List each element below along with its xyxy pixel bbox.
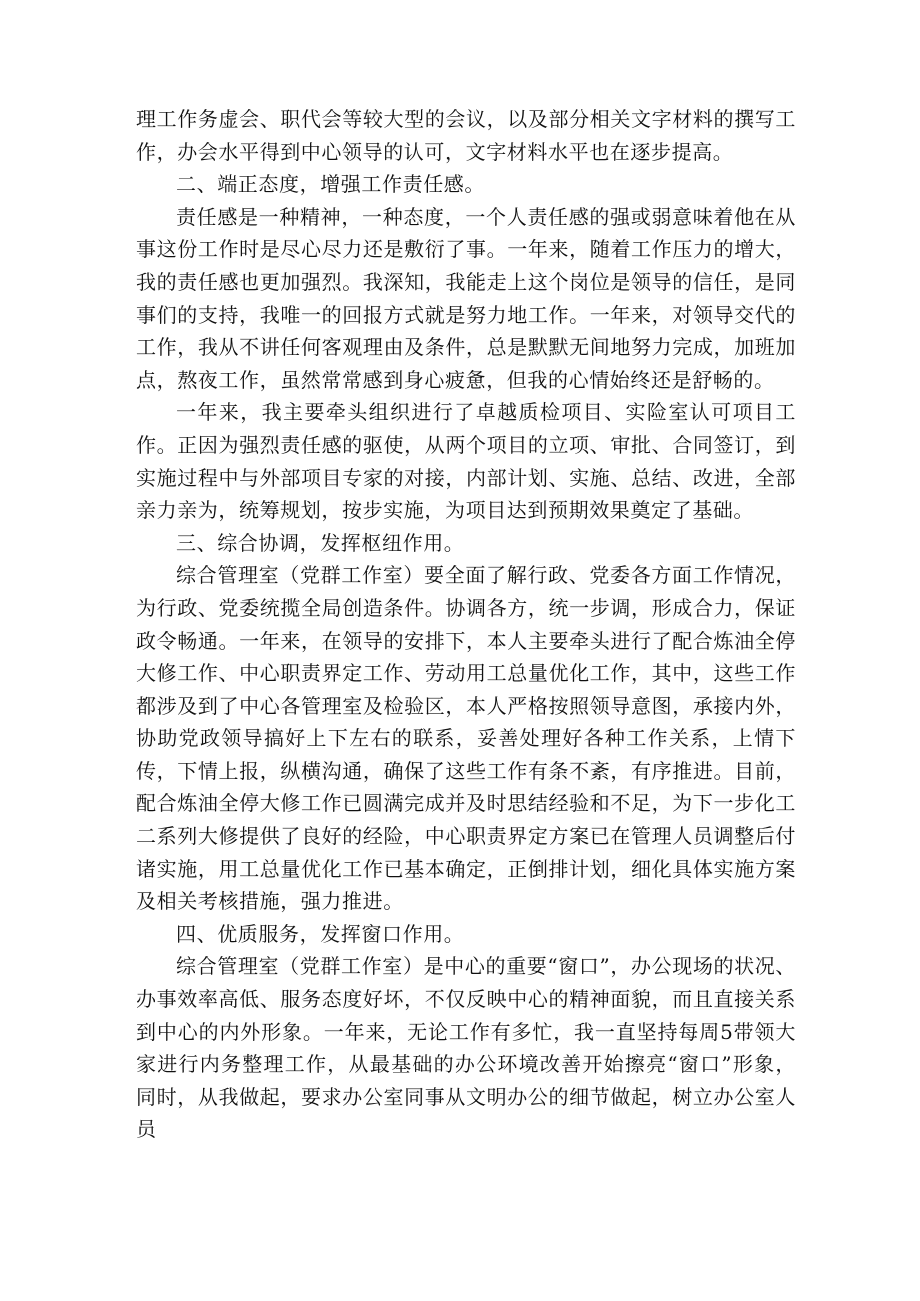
paragraph-projects: 一年来，我主要牵头组织进行了卓越质检项目、实险室认可项目工作。正因为强烈责任感的驱使，从两个项目的立项、审批、合同签订，到实施过程中与外部项目专家的对接，内部计划、实施、总结、改进，全部亲力亲为，统筹规划，按步实施，为项目达到预期效果奠定了基础。 (136, 400, 796, 523)
section-heading-3: 三、综合协调，发挥枢纽作用。 (176, 530, 465, 555)
section-heading-4: 四、优质服务，发挥窗口作用。 (176, 921, 465, 946)
paragraph-responsibility: 责任感是一种精神，一种态度，一个人责任感的强或弱意味着他在从事这份工作时是尽心尽力还是敷衍了事。一年来，随着工作压力的增大，我的责任感也更加强烈。我深知，我能走上这个岗位是领导的信任，是同事们的支持，我唯一的回报方式就是努力地工作。一年来，对领导交代的工作，我从不讲任何客观理由及条件，总是默默无间地努力完成，加班加点，熬夜工作，虽然常常感到身心疲惫，但我的心情始终还是舒畅的。 (136, 204, 796, 392)
document-page (136, 103, 796, 1146)
section-heading-2: 二、端正态度，增强工作责任感。 (176, 172, 485, 197)
paragraph-coordination: 综合管理室（党群工作室）要全面了解行政、党委各方面工作情况，为行政、党委统揽全局创造条件。协调各方，统一步调，形成合力，保证政令畅通。一年来，在领导的安排下，本人主要牵头进行了配合炼油全停大修工作、中心职责界定工作、劳动用工总量优化工作，其中，这些工作都涉及到了中心各管理室及检验区，本人严格按照领导意图，承接内外，协助党政领导搞好上下左右的联系，妥善处理好各种工作关系，上情下传，下情上报，纵横沟通，确保了这些工作有条不紊，有序推进。目前，配合炼油全停大修工作已圆满完成并及时思结经验和不足，为下一步化工二系列大修提供了良好的经险，中心职责界定方案已在管理人员调整后付诸实施，用工总量优化工作已基本确定，正倒排计划，细化具体实施方案及相关考核措施，强力推进。 (136, 563, 796, 914)
paragraph-continuation: 理工作务虚会、职代会等较大型的会议，以及部分相关文字材料的撰写工作，办会水平得到中心领导的认可，文字材料水平也在逐步提高。 (136, 107, 796, 164)
paragraph-service: 综合管理室（党群工作室）是中心的重要“窗口”，办公现场的状况、办事效率高低、服务态度好坏，不仅反映中心的精神面貌，而且直接关系到中心的内外形象。一年来，无论工作有多忙，我一直坚持每周5带领大家进行内务整理工作，从最基础的办公环境改善开始擦亮“窗口”形象，同时，从我做起，要求办公室同事从文明办公的细节做起，树立办公室人员 (136, 954, 796, 1142)
